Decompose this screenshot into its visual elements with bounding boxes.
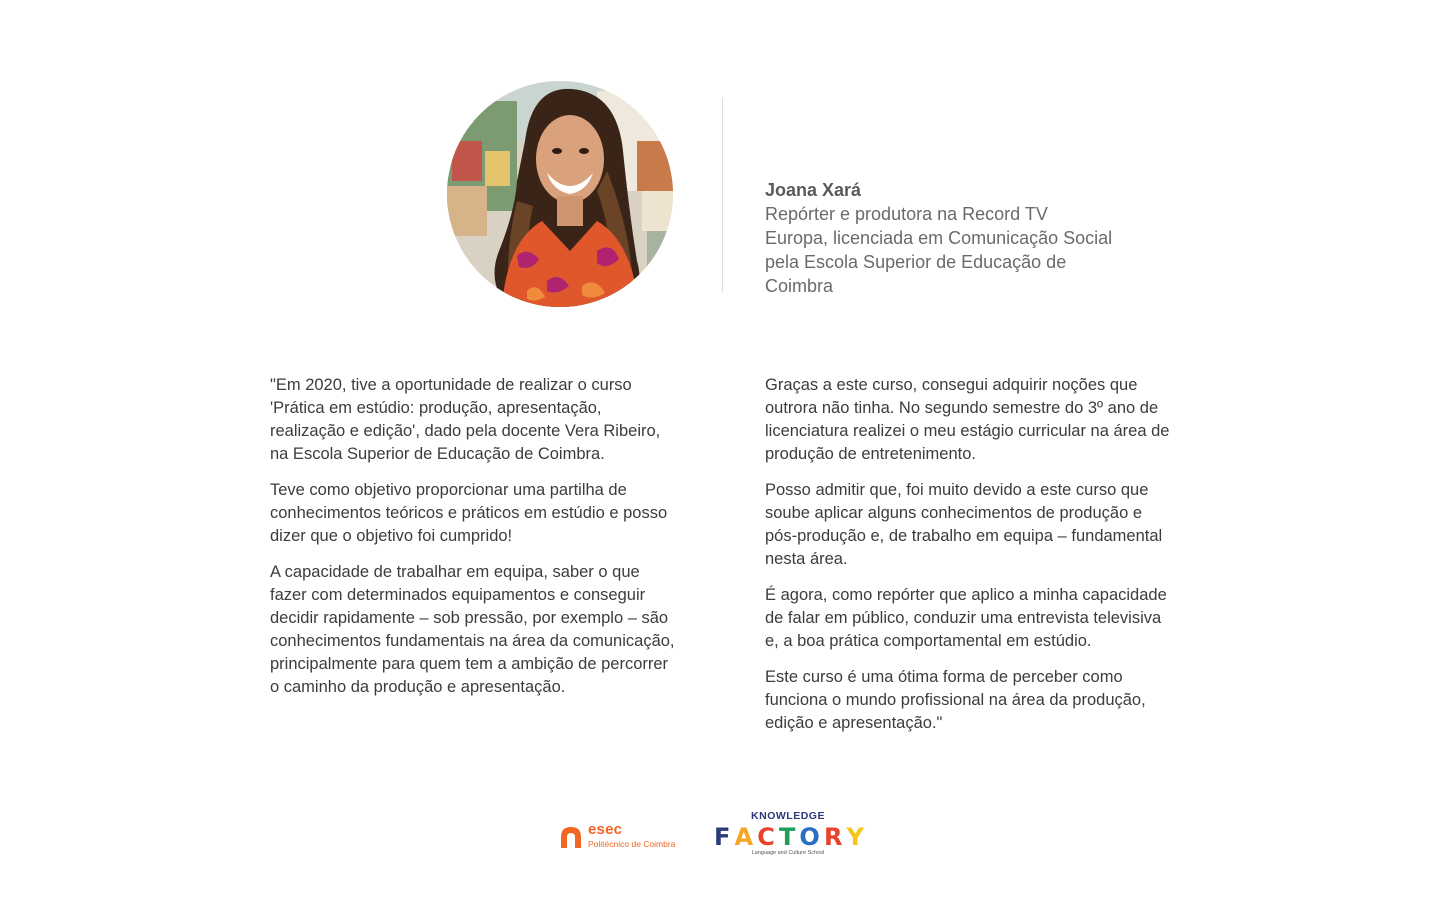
profile-role-line: pela Escola Superior de Educação de	[765, 252, 1067, 272]
knowledge-factory-logo-top: KNOWLEDGE	[751, 810, 825, 822]
testimonial-paragraph: É agora, como repórter que aplico a minha capacidade de falar em público, conduzir uma entrevista televisiva e, a boa prática comportamental em estúdio.	[765, 586, 1167, 650]
profile-name: Joana Xará	[765, 180, 862, 200]
esec-arch-icon	[560, 826, 582, 848]
profile-photo	[447, 81, 673, 307]
wordmark-letter: F	[714, 823, 731, 851]
profile-role-line: Repórter e produtora na Record TV	[765, 204, 1048, 224]
testimonial-right-column	[765, 374, 1177, 748]
knowledge-factory-logo-wordmark	[714, 824, 864, 850]
testimonial-paragraph: "Em 2020, tive a oportunidade de realizar o curso 'Prática em estúdio: produção, apresentação, realização e edição', dado pela docente Vera Ribeiro, na Escola Superior de Educação de Coimbra.	[270, 376, 661, 463]
wordmark-letter: C	[757, 823, 775, 851]
testimonial-paragraph: Este curso é uma ótima forma de perceber como funciona o mundo profissional na área da produção, edição e apresentação."	[765, 668, 1146, 732]
testimonial-left-column	[270, 374, 680, 712]
esec-logo-subtitle: Politécnico de Coimbra	[588, 839, 676, 849]
profile-role	[765, 202, 1170, 298]
testimonial-paragraph: Posso admitir que, foi muito devido a este curso que soube aplicar alguns conhecimentos de produção e pós-produção e, de trabalho em equipa – fundamental nesta área.	[765, 481, 1163, 568]
profile-info	[765, 178, 1170, 298]
profile-role-line: Coimbra	[765, 276, 834, 296]
testimonial-paragraph: A capacidade de trabalhar em equipa, saber o que fazer com determinados equipamentos e conseguir decidir rapidamente – sob pressão, por exemplo – são conhecimentos fundamentais na área da comunicação, principalmente para quem tem a ambição de percorrer o caminho da produção e apresentação.	[270, 563, 675, 696]
esec-logo	[560, 822, 684, 852]
wordmark-letter: O	[799, 823, 820, 851]
wordmark-letter: A	[734, 823, 754, 851]
knowledge-factory-logo	[712, 808, 864, 860]
wordmark-letter: R	[823, 823, 843, 851]
header-divider	[722, 98, 723, 292]
esec-logo-name: esec	[588, 821, 623, 838]
wordmark-letter: T	[778, 823, 796, 851]
profile-role-line: Europa, licenciada em Comunicação Social	[765, 228, 1113, 248]
profile-photo-illustration	[447, 81, 673, 307]
knowledge-factory-logo-tagline: Language and Culture School	[751, 850, 825, 856]
wordmark-letter: Y	[846, 823, 864, 851]
testimonial-paragraph: Teve como objetivo proporcionar uma partilha de conhecimentos teóricos e práticos em estúdio e posso dizer que o objetivo foi cumprido!	[270, 481, 668, 545]
testimonial-paragraph: Graças a este curso, consegui adquirir noções que outrora não tinha. No segundo semestre do 3º ano de licenciatura realizei o meu estágio curricular na área de produção de entretenimento.	[765, 376, 1170, 463]
